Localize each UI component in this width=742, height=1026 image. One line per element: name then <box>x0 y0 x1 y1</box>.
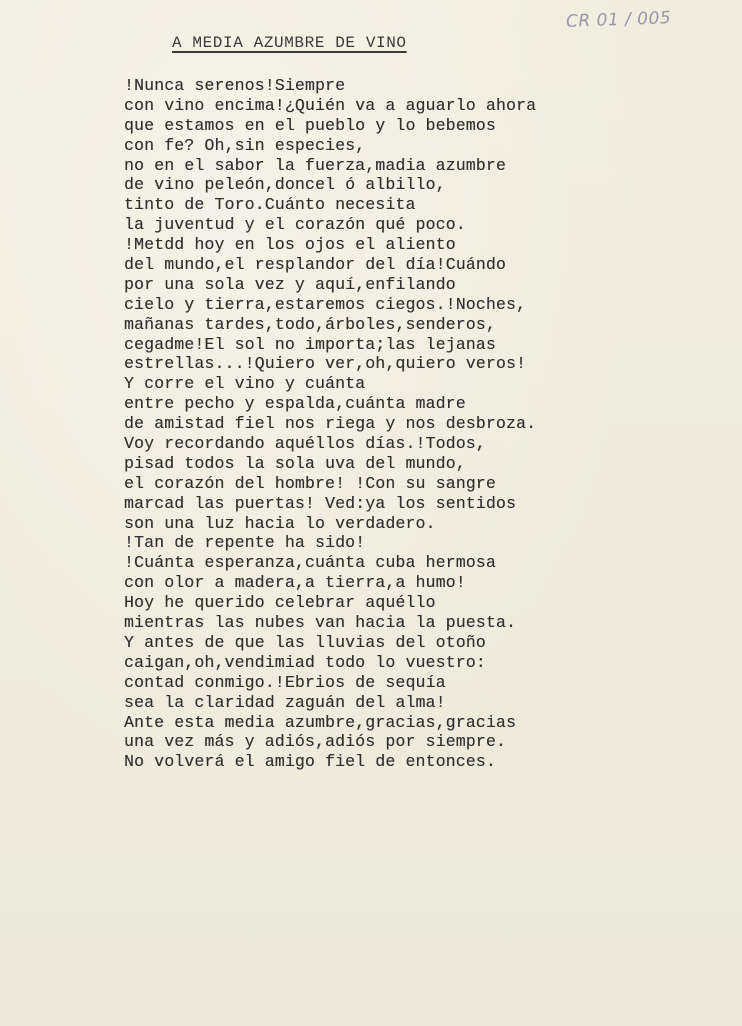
poem-line: con fe? Oh,sin especies, <box>124 135 366 155</box>
poem-line: entre pecho y espalda,cuánta madre <box>124 394 466 414</box>
poem-line: tinto de Toro.Cuánto necesita <box>124 195 416 215</box>
poem-line: que estamos en el pueblo y lo bebemos <box>124 115 496 135</box>
poem-line: No volverá el amigo fiel de entonces. <box>124 752 496 772</box>
poem-line: una vez más y adiós,adiós por siempre. <box>124 732 506 752</box>
poem-line: mañanas tardes,todo,árboles,senderos, <box>124 314 496 334</box>
poem-line: !Metdd hoy en los ojos el aliento <box>124 235 456 255</box>
poem-line: la juventud y el corazón qué poco. <box>124 215 466 235</box>
poem-line: el corazón del hombre! !Con su sangre <box>124 473 496 493</box>
poem-line: de amistad fiel nos riega y nos desbroza. <box>124 414 537 434</box>
poem-line: marcad las puertas! Ved:ya los sentidos <box>124 493 517 513</box>
poem-line: Y antes de que las lluvias del otoño <box>124 632 486 652</box>
poem-line: con vino encima!¿Quién va a aguarlo ahora <box>124 95 537 115</box>
poem-line: sea la claridad zaguán del alma! <box>124 692 446 712</box>
poem-line: caigan,oh,vendimiad todo lo vuestro: <box>124 652 486 672</box>
poem-line: mientras las nubes van hacia la puesta. <box>124 613 517 633</box>
poem-line: Voy recordando aquéllos días.!Todos, <box>124 434 486 454</box>
poem-line: cegadme!El sol no importa;las lejanas <box>124 334 496 354</box>
poem-line: !Tan de repente ha sido! <box>124 533 366 553</box>
poem-line: son una luz hacia lo verdadero. <box>124 513 436 533</box>
archive-reference: CR 01 / 005 <box>565 8 672 32</box>
poem-line: Hoy he querido celebrar aquéllo <box>124 593 436 613</box>
poem-line: pisad todos la sola uva del mundo, <box>124 453 466 473</box>
poem-line: !Cuánta esperanza,cuánta cuba hermosa <box>124 553 496 573</box>
poem-line: !Nunca serenos!Siempre <box>124 76 346 95</box>
poem-line: estrellas...!Quiero ver,oh,quiero veros! <box>124 354 527 374</box>
poem-line: con olor a madera,a tierra,a humo! <box>124 573 466 593</box>
poem-body <box>124 76 536 772</box>
poem-line: por una sola vez y aquí,enfilando <box>124 274 456 294</box>
poem-title: A MEDIA AZUMBRE DE VINO <box>172 34 407 52</box>
poem-line: de vino peleón,doncel ó albillo, <box>124 175 446 195</box>
poem-line: contad conmigo.!Ebrios de sequía <box>124 672 446 692</box>
poem-line: cielo y tierra,estaremos ciegos.!Noches, <box>124 294 527 314</box>
poem-line: no en el sabor la fuerza,madia azumbre <box>124 155 506 175</box>
poem-line: Y corre el vino y cuánta <box>124 374 366 394</box>
poem-line: del mundo,el resplandor del día!Cuándo <box>124 255 506 275</box>
poem-line: Ante esta media azumbre,gracias,gracias <box>124 712 517 732</box>
